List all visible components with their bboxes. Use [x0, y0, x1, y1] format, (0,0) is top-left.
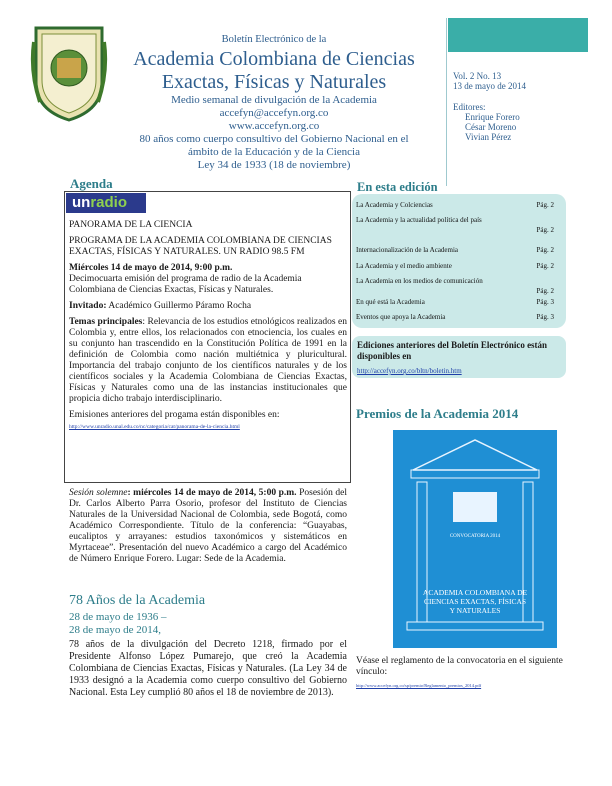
- session-label: Sesión solemne: [69, 488, 128, 498]
- masthead: [108, 34, 440, 172]
- toc-item[interactable]: [356, 262, 554, 271]
- toc-page: Pág. 2: [536, 262, 554, 270]
- issue-date: 13 de mayo de 2014: [453, 81, 526, 91]
- cover-text-2: ACADEMIA COLOMBIANA DE CIENCIAS EXACTAS, FÍSICAS Y NATURALES: [422, 588, 528, 615]
- logo-un: un: [72, 194, 91, 211]
- broadcast-text: Decimocuarta emisión del programa de radio de la Academia Colombiana de Ciencias Exactas, Físicas y Naturales.: [69, 274, 302, 295]
- toc-label: La Academia en los medios de comunicación: [356, 277, 483, 285]
- toc-label: En qué está la Academia: [356, 298, 425, 306]
- previous-emissions: Emisiones anteriores del progama están disponibles en:: [69, 410, 280, 420]
- toc-label: La Academia y la actualidad política del país: [356, 216, 482, 224]
- agenda-heading: Agenda: [70, 176, 113, 191]
- editor-2: César Moreno: [465, 122, 517, 132]
- toc-page: Pág. 3: [536, 313, 554, 321]
- anniversary-date-1: 28 de mayo de 1936 –: [69, 611, 167, 623]
- toc-item[interactable]: [356, 216, 554, 234]
- editors-label: Editores:: [453, 102, 486, 112]
- guest-name: Académico Guillermo Páramo Rocha: [106, 301, 252, 311]
- editions-text: Ediciones anteriores del Boletín Electrónico están disponibles en: [357, 340, 548, 361]
- header-divider: [446, 18, 447, 186]
- website: www.accefyn.org.co: [228, 120, 320, 132]
- editors: [453, 102, 520, 142]
- temple-illustration: [393, 430, 557, 648]
- guest-label: Invitado:: [69, 301, 107, 311]
- program-title: PANORAMA DE LA CIENCIA: [69, 220, 193, 230]
- editor-1: Enrique Forero: [465, 112, 520, 122]
- toc-box: [352, 194, 566, 328]
- toc-page: Pág. 2: [536, 246, 554, 254]
- editions-link[interactable]: http://accefyn.org.co/bltn/boletin.htm: [357, 367, 462, 375]
- toc-page: Pág. 2: [536, 287, 554, 295]
- topics-text: : Relevancia de los estudios etnológicos realizados en Colombia y, entre ellos, los relacionados con etnociencia, los cuales en su conjunto han trascendido en la Constitución Política de 1991 en la definición de Colombia como nación multiétnica y pluricultural. Importancia del trabajo conjunto de los científicos naturales y de los científicos sociales y la Academia Colombiana de Ciencias Exactas, Físicas y Naturales como una de las instancias institucionales que propicia dicho trabajo interdisciplinario.: [69, 317, 347, 404]
- subtitle: Medio semanal de divulgación de la Academia: [171, 94, 377, 106]
- toc-page: Pág. 2: [536, 226, 554, 234]
- anniversary-heading: 78 Años de la Academia: [69, 593, 206, 608]
- title-line-2: Exactas, Físicas y Naturales: [161, 71, 387, 93]
- session-date: : miércoles 14 de mayo de 2014, 5:00 p.m.: [127, 488, 297, 498]
- toc-item[interactable]: [356, 246, 554, 255]
- academy-crest-logo: [30, 22, 108, 122]
- bulletin-label: Boletín Electrónico de la: [221, 34, 327, 45]
- topics-label: Temas principales: [69, 317, 143, 327]
- unradio-link[interactable]: http://www.unradio.unal.edu.co/nc/categoria/cat/panorama-de-la-ciencia.html: [69, 424, 240, 430]
- unradio-logo: [66, 193, 146, 213]
- program-date: Miércoles 14 de mayo de 2014, 9:00 p.m.: [69, 263, 233, 273]
- program-desc: PROGRAMA DE LA ACADEMIA COLOMBIANA DE CIENCIAS EXACTAS, FÍSICAS Y NATURALES. UN RADIO 98.5 FM: [69, 236, 332, 257]
- law: Ley 34 de 1933 (18 de noviembre): [197, 159, 351, 171]
- logo-radio: radio: [90, 194, 128, 211]
- toc-label: Eventos que apoya la Academia: [356, 313, 446, 321]
- toc-item[interactable]: [356, 277, 554, 295]
- toc-page: Pág. 2: [536, 201, 554, 209]
- anniversary-text: 78 años de la divulgación del Decreto 1218, firmado por el Presidente Alfonso López Pumarejo, que creó la Academia Colombiana de Ciencias Exactas, Físicas y Naturales. (La Ley 34 de 1933 designó a la Academia como cuerpo consultivo del Gobierno Nacional. Esta Ley cumplió 80 años el 18 de noviembre de 2013).: [69, 639, 347, 698]
- toc-item[interactable]: [356, 201, 554, 210]
- years-line-1: 80 años como cuerpo consultivo del Gobierno Nacional en el: [139, 133, 409, 145]
- anniversary-date-2: 28 de mayo de 2014,: [69, 624, 161, 636]
- toc-label: Internacionalización de la Academia: [356, 246, 459, 254]
- years-line-2: ámbito de la Educación y de la Ciencia: [188, 146, 360, 158]
- toc-page: Pág. 3: [536, 298, 554, 306]
- session-text: Posesión del Dr. Carlos Alberto Parra Osorio, profesor del Instituto de Ciencias Naturales de la Universidad Nacional de Colombia, sede Bogotá, como Académico Correspondiente. Título de la conferencia: “Guayabas, eucaliptos y arrayanes: estudios taxonómicos y sistemáticos en Myrtaceae”. Presentación del nuevo Académico a cargo del Académico de Número Enrique Forero. Lugar: Sede de la Academia.: [69, 488, 348, 564]
- toc-item[interactable]: [356, 298, 554, 307]
- awards-note: Véase el reglamento de la convocatoria en el siguiente vínculo:: [356, 656, 563, 677]
- radio-program: [69, 220, 347, 433]
- toc-heading: En esta edición: [357, 180, 438, 194]
- title-line-1: Academia Colombiana de Ciencias: [133, 48, 415, 70]
- teal-banner: [448, 18, 588, 52]
- session-announcement: [69, 488, 347, 565]
- awards-heading: Premios de la Academia 2014: [356, 406, 519, 421]
- volume: Vol. 2 No. 13: [453, 71, 502, 81]
- toc-label: La Academia y Colciencias: [356, 201, 433, 209]
- toc-label: La Academia y el medio ambiente: [356, 262, 452, 270]
- toc-item[interactable]: [356, 313, 554, 322]
- issue-info: [453, 71, 526, 91]
- cover-text-1: CONVOCATORIA 2014: [449, 534, 501, 539]
- awards-link[interactable]: http://www.accefyn.org.co/sp/premio/Reglamento_premios_2014.pdf: [356, 683, 482, 688]
- email: accefyn@accefyn.org.co: [219, 107, 329, 119]
- awards-cover-image: [393, 430, 557, 648]
- editor-3: Vivian Pérez: [465, 132, 512, 142]
